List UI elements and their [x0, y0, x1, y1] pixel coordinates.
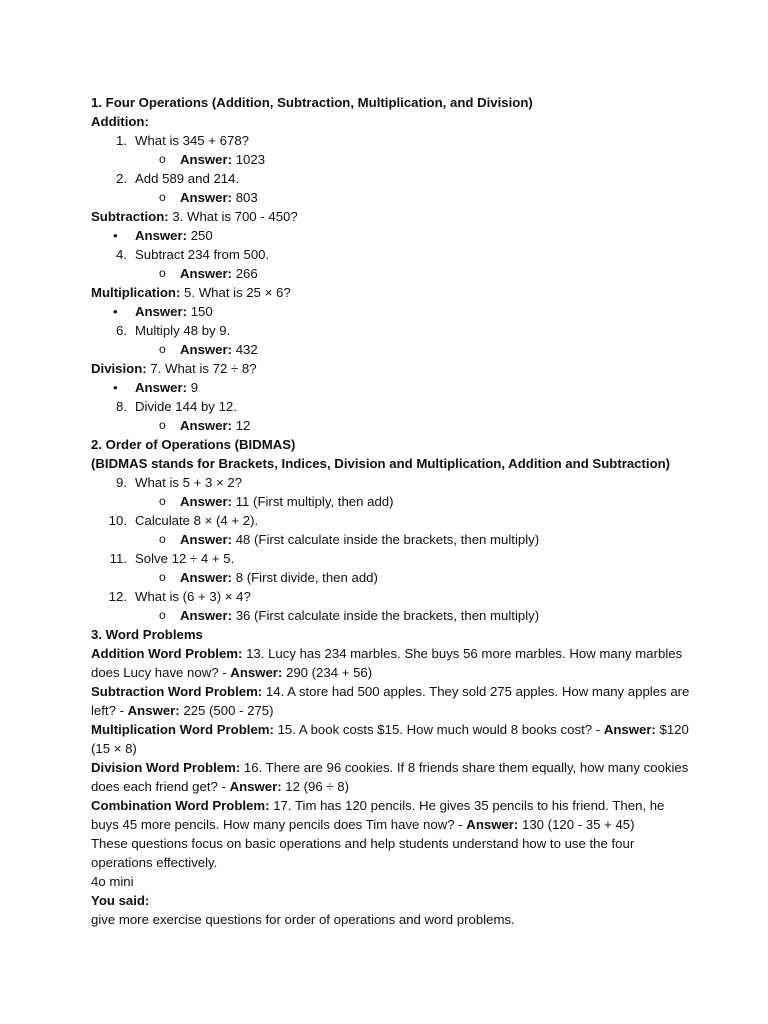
subtraction-question-3: Subtraction: 3. What is 700 - 450? [91, 209, 298, 224]
section-2-subtitle: (BIDMAS stands for Brackets, Indices, Division and Multiplication, Addition and Subtraction) [91, 456, 671, 471]
closing-paragraph: These questions focus on basic operations and help students understand how to use the four operations effectively. [91, 836, 635, 870]
question-2: 2. Add 589 and 214. [116, 171, 240, 186]
division-question-7: Division: 7. What is 72 ÷ 8? [91, 361, 257, 376]
question-8: 8. Divide 144 by 12. [116, 399, 237, 414]
question-6: 6. Multiply 48 by 9. [116, 323, 231, 338]
question-4: 4. Subtract 234 from 500. [116, 247, 270, 262]
answer-12: o Answer: 36 (First calculate inside the brackets, then multiply) [159, 608, 540, 623]
word-problem-14: Subtraction Word Problem: 14. A store had 500 apples. They sold 275 apples. How many apples are left? - Answer: 225 (500 - 275) [91, 684, 690, 718]
question-1: 1. What is 345 + 678? [116, 133, 249, 148]
question-10: 10. Calculate 8 × (4 + 2). [108, 513, 259, 528]
section-2-title: 2. Order of Operations (BIDMAS) [91, 437, 296, 452]
question-12: 12. What is (6 + 3) × 4? [108, 589, 251, 604]
answer-3: • Answer: 250 [113, 228, 213, 243]
answer-7: • Answer: 9 [113, 380, 199, 395]
user-prompt: give more exercise questions for order of operations and word problems. [91, 912, 515, 927]
answer-1: o Answer: 1023 [159, 152, 266, 167]
section-1-title: 1. Four Operations (Addition, Subtraction, Multiplication, and Division) [91, 95, 533, 110]
model-label: 4o mini [91, 874, 134, 889]
you-said-label: You said: [91, 893, 150, 908]
answer-9: o Answer: 11 (First multiply, then add) [159, 494, 394, 509]
section-3-title: 3. Word Problems [91, 627, 203, 642]
answer-4: o Answer: 266 [159, 266, 258, 281]
answer-6: o Answer: 432 [159, 342, 258, 357]
word-problem-16: Division Word Problem: 16. There are 96 cookies. If 8 friends share them equally, how many cookies does each friend get? - Answer: 12 (96 ÷ 8) [91, 760, 689, 794]
question-9: 9. What is 5 + 3 × 2? [116, 475, 243, 490]
answer-10: o Answer: 48 (First calculate inside the brackets, then multiply) [159, 532, 540, 547]
word-problem-17: Combination Word Problem: 17. Tim has 120 pencils. He gives 35 pencils to his friend. Then, he buys 45 more pencils. How many pencils does Tim have now? - Answer: 130 (120 - 35 + 45) [91, 798, 665, 832]
word-problem-15: Multiplication Word Problem: 15. A book costs $15. How much would 8 books cost? - Answer: $120 (15 × 8) [91, 722, 689, 756]
addition-heading: Addition: [91, 114, 149, 129]
word-problem-13: Addition Word Problem: 13. Lucy has 234 marbles. She buys 56 more marbles. How many marbles does Lucy have now? - Answer: 290 (234 + 56) [91, 646, 683, 680]
document-body [91, 93, 691, 929]
question-11: 11. Solve 12 ÷ 4 + 5. [109, 551, 235, 566]
answer-2: o Answer: 803 [159, 190, 258, 205]
answer-8: o Answer: 12 [159, 418, 251, 433]
multiplication-question-5: Multiplication: 5. What is 25 × 6? [91, 285, 291, 300]
answer-5: • Answer: 150 [113, 304, 213, 319]
answer-11: o Answer: 8 (First divide, then add) [159, 570, 378, 585]
